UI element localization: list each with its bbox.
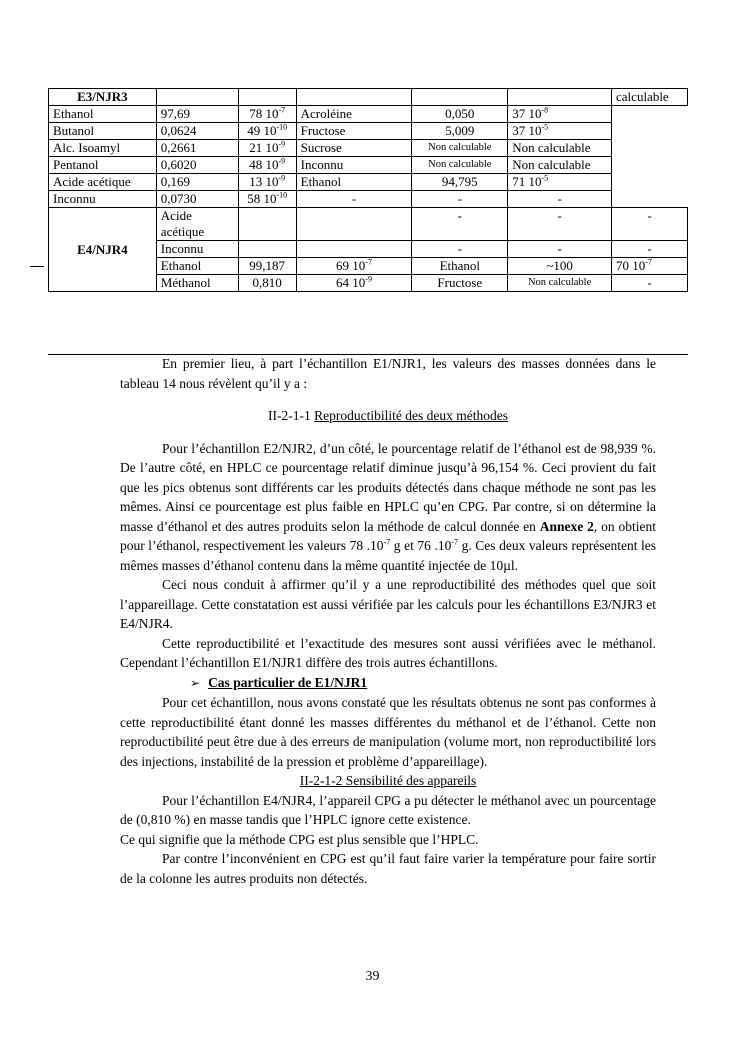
table-cell <box>238 241 296 258</box>
table-cell <box>296 241 412 258</box>
table-cell: Pentanol <box>49 157 157 174</box>
table-cell: 58 $10^{-10}$ <box>238 191 296 208</box>
arrow-bullet-icon: ➢ <box>190 675 201 690</box>
table-cell: 64 $10^{-9}$ <box>296 275 412 292</box>
table-cell: 13 $10^{-9}$ <box>238 174 296 191</box>
table-cell: 0,6020 <box>156 157 238 174</box>
paragraph: Pour cet échantillon, nous avons constaté que les résultats obtenus ne sont pas conformes à cette reproductibilité étant donné les masses différentes du méthanol et de l’éthanol. Cette non reproductibilité peut être due à des erreurs de manipulation (volume mort, non reproductibilité lors des injections, instabilité de la pression et problème d’appareillage). <box>120 695 656 769</box>
table-cell: 0,2661 <box>156 140 238 157</box>
paragraph: Cette reproductibilité et l’exactitude des mesures sont aussi vérifiées avec le méthanol. Cependant l’échantillon E1/NJR1 diffère des trois autres échantillons. <box>120 635 656 670</box>
table-cell: calculable <box>612 89 688 106</box>
table-cell: Ethanol <box>156 258 238 275</box>
table-cell: ~100 <box>508 258 612 275</box>
paragraph: Ceci nous conduit à affirmer qu’il y a une reproductibilité des méthodes quel que soit l’appareillage. Cette constatation est aussi vérifiée par les calculs pour les échantillons E3/NJR3 et E4/NJR4. <box>120 577 656 631</box>
table-cell: 0,050 <box>412 106 508 123</box>
table-cell: Acroléine <box>296 106 412 123</box>
table-row <box>49 208 688 241</box>
table-row <box>49 89 688 106</box>
table-cell: 71 $10^{-5}$ <box>508 174 612 191</box>
table-cell: - <box>296 191 412 208</box>
table-cell: Inconnu <box>296 157 412 174</box>
table-cell: Non calculable <box>412 140 508 157</box>
table-cell: Butanol <box>49 123 157 140</box>
table-cell: 0,810 <box>238 275 296 292</box>
table-cell: - <box>412 241 508 258</box>
table-cell: - <box>508 191 612 208</box>
table-cell: Ethanol <box>412 258 508 275</box>
table-cell: Acide acétique <box>49 174 157 191</box>
sample-label-e3: E3/NJR3 <box>49 89 157 106</box>
table-cell: Non calculable <box>508 140 612 157</box>
table-cell: 5,009 <box>412 123 508 140</box>
table-cell: Non calculable <box>412 157 508 174</box>
table-cell: Inconnu <box>156 241 238 258</box>
table-cell: Fructose <box>412 275 508 292</box>
paragraph: En premier lieu, à part l’échantillon E1/NJR1, les valeurs des masses données dans le tableau 14 nous révèlent qu’il y a : <box>120 356 656 391</box>
page-number: 39 <box>365 969 380 984</box>
table-cell: 70 $10^{-7}$ <box>612 258 688 275</box>
table-cell: Inconnu <box>49 191 157 208</box>
table-cell: Ethanol <box>296 174 412 191</box>
body-text <box>120 354 656 888</box>
table-row <box>49 140 688 157</box>
table-row <box>49 174 688 191</box>
table-cell: Ethanol <box>49 106 157 123</box>
table-cell: - <box>508 241 612 258</box>
sample-label-e4: E4/NJR4 <box>49 208 157 292</box>
section-heading-1: II-2-1-1 Reproductibilité des deux méthodes <box>268 408 508 423</box>
table-cell: 97,69 <box>156 106 238 123</box>
table-row <box>49 123 688 140</box>
table-cell: 48 $10^{-9}$ <box>238 157 296 174</box>
table-cell: Acide acétique <box>156 208 238 241</box>
section-heading-2: II-2-1-2 Sensibilité des appareils <box>299 773 477 788</box>
table-cell: - <box>612 275 688 292</box>
table-cell: 0,169 <box>156 174 238 191</box>
case-heading: ➢ Cas particulier de E1/NJR1 <box>190 674 368 690</box>
table-cell: 78 $10^{-7}$ <box>238 106 296 123</box>
table-cell: 37 $10^{-5}$ <box>508 123 612 140</box>
table-row <box>49 106 688 123</box>
table-cell: Fructose <box>296 123 412 140</box>
table-cell: - <box>412 208 508 241</box>
results-table <box>48 88 688 292</box>
table-cell: Alc. Isoamyl <box>49 140 157 157</box>
table-cell <box>296 208 412 241</box>
table-row <box>49 157 688 174</box>
table-cell: - <box>612 208 688 241</box>
table-cell: - <box>612 241 688 258</box>
table-cell: 69 $10^{-7}$ <box>296 258 412 275</box>
table-cell: Sucrose <box>296 140 412 157</box>
table-cell: - <box>412 191 508 208</box>
table-cell: Méthanol <box>156 275 238 292</box>
table-cell: 37 $10^{-8}$ <box>508 106 612 123</box>
table-cell <box>238 208 296 241</box>
table-cell: 21 $10^{-9}$ <box>238 140 296 157</box>
table-cell: Non calculable <box>508 157 612 174</box>
table-row <box>49 191 688 208</box>
table-cell: 0,0730 <box>156 191 238 208</box>
table-cell: 49 $10^{-10}$ <box>238 123 296 140</box>
paragraph: Par contre l’inconvénient en CPG est qu’il faut faire varier la température pour faire sortir de la colonne les autres produits non détectés. <box>120 851 656 886</box>
table-cell: 0,0624 <box>156 123 238 140</box>
paragraph: Pour l’échantillon E4/NJR4, l’appareil CPG a pu détecter le méthanol avec un pourcentage de (0,810 %) en masse tandis que l’HPLC ignore cette existence. <box>120 792 656 827</box>
margin-mark <box>30 266 44 267</box>
table-cell: Non calculable <box>508 275 612 292</box>
table-cell: - <box>508 208 612 241</box>
table-cell: 94,795 <box>412 174 508 191</box>
paragraph: Ce qui signifie que la méthode CPG est plus sensible que l’HPLC. <box>120 831 479 847</box>
table-cell: 99,187 <box>238 258 296 275</box>
paragraph: Pour l’échantillon E2/NJR2, d’un côté, le pourcentage relatif de l’éthanol est de 98,939 %. De l’autre côté, en HPLC ce pourcentage relatif diminue jusqu’à 96,154 %. Ceci provient du fait que les pics obtenus sont différents car les produits détectés dans chaque méthode ne sont pas les mêmes. Ainsi ce pourcentage est plus faible en HPLC qu’en CPG. Par contre, si on détermine la masse d’éthanol et des autres produits selon la méthode de calcul donnée en Annexe 2, on obtient pour l’éthanol, respectivement les valeurs 78 $.10^{-7}$ g et 76 $.10^{-7}$ g. Ces deux valeurs représentent les mêmes masses d’éthanol contenu dans la même quantité injectée de 10µl. <box>120 440 657 573</box>
